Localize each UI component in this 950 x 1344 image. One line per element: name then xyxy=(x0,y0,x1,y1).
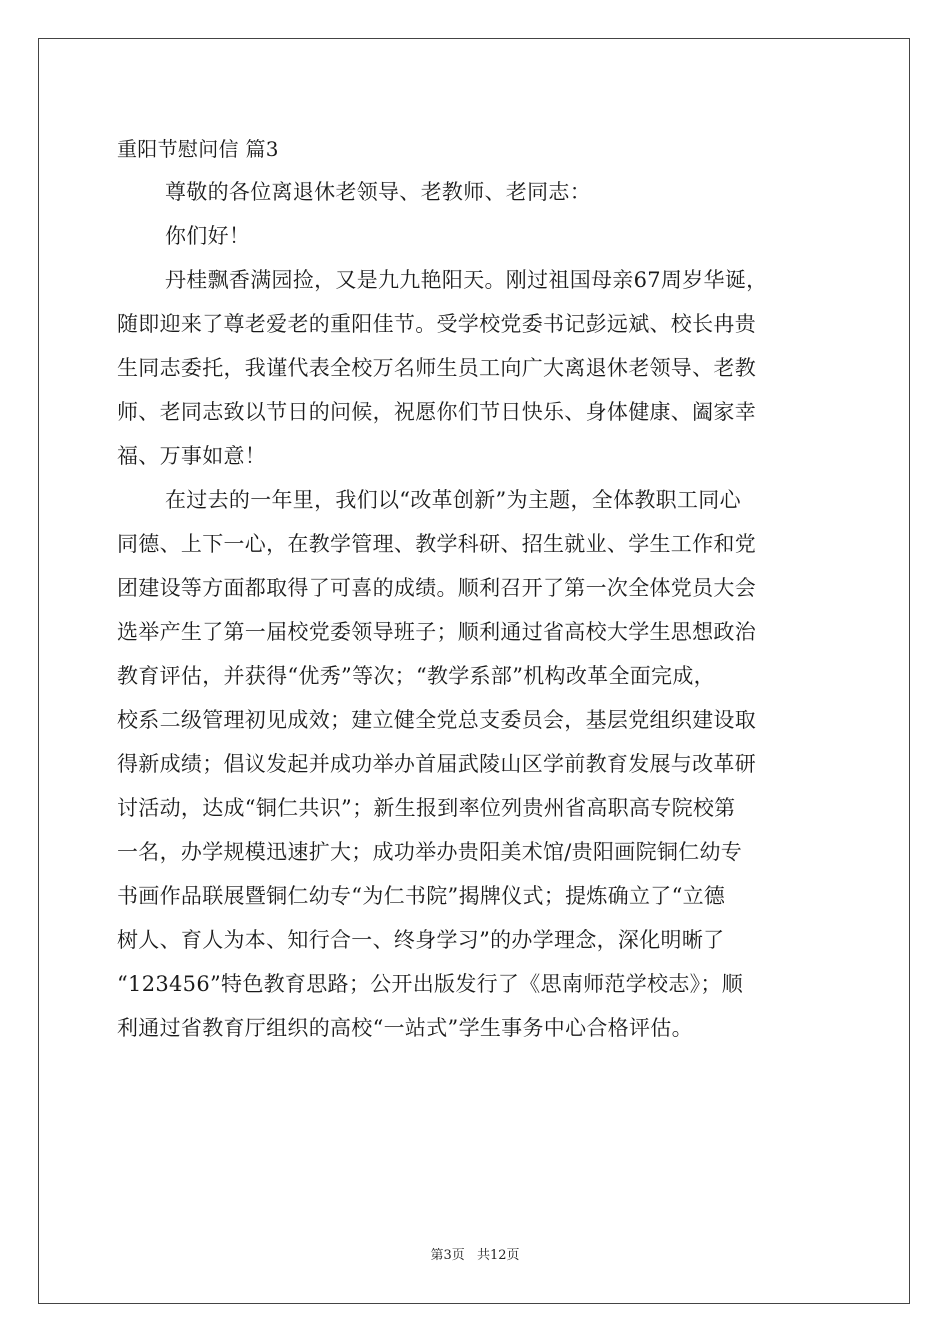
paragraph-line: 团建设等方面都取得了可喜的成绩。顺利召开了第一次全体党员大会 xyxy=(117,576,756,600)
paragraph-line: 你们好！ xyxy=(165,224,251,248)
paragraph-line: 丹桂飘香满园捡，又是九九艳阳天。刚过祖国母亲67周岁华诞， xyxy=(165,268,768,292)
paragraph-salutation xyxy=(117,170,833,214)
paragraph-line: 得新成绩；倡议发起并成功举办首届武陵山区学前教育发展与改革研 xyxy=(117,752,756,776)
paragraph-line: 校系二级管理初见成效；建立健全党总支委员会，基层党组织建设取 xyxy=(117,708,756,732)
paragraph-line: 尊敬的各位离退休老领导、老教师、老同志： xyxy=(165,180,591,204)
paragraph-line: 师、老同志致以节日的问候，祝愿你们节日快乐、身体健康、阖家幸 xyxy=(117,400,756,424)
paragraph-greeting xyxy=(117,214,833,258)
paragraph-line: 在过去的一年里，我们以“改革创新”为主题，全体教职工同心 xyxy=(165,488,741,512)
paragraph-line: 书画作品联展暨铜仁幼专“为仁书院”揭牌仪式；提炼确立了“立德 xyxy=(117,884,726,908)
paragraph-line: 选举产生了第一届校党委领导班子；顺利通过省高校大学生思想政治 xyxy=(117,620,756,644)
document-body xyxy=(117,128,833,1094)
page-footer xyxy=(0,1244,950,1263)
page-number: 第3页 xyxy=(430,1248,465,1263)
paragraph-line: 讨活动，达成“铜仁共识”；新生报到率位列贵州省高职高专院校第 xyxy=(117,796,736,820)
paragraph-line xyxy=(117,1050,833,1094)
paragraph-line: 随即迎来了尊老爱老的重阳佳节。受学校党委书记彭远斌、校长冉贵 xyxy=(117,312,756,336)
paragraph-line: 树人、育人为本、知行合一、终身学习”的办学理念，深化明晰了 xyxy=(117,928,725,952)
paragraph-line: “123456”特色教育思路；公开出版发行了《思南师范学校志》；顺 xyxy=(117,972,744,996)
paragraph-line: 福、万事如意！ xyxy=(117,444,267,468)
paragraph-festival-wishes xyxy=(117,258,833,478)
paragraph-line: 一名，办学规模迅速扩大；成功举办贵阳美术馆/贵阳画院铜仁幼专 xyxy=(117,840,743,864)
paragraph-line: 同德、上下一心，在教学管理、教学科研、招生就业、学生工作和党 xyxy=(117,532,756,556)
paragraph-line: 生同志委托，我谨代表全校万名师生员工向广大离退休老领导、老教 xyxy=(117,356,756,380)
document-title: 重阳节慰问信 篇3 xyxy=(117,137,279,161)
page-total: 共12页 xyxy=(476,1248,520,1263)
paragraph-line: 教育评估，并获得“优秀”等次；“教学系部”机构改革全面完成， xyxy=(117,664,715,688)
paragraph-achievements xyxy=(117,478,833,1094)
paragraph-line: 利通过省教育厅组织的高校“一站式”学生事务中心合格评估。 xyxy=(117,1016,693,1040)
